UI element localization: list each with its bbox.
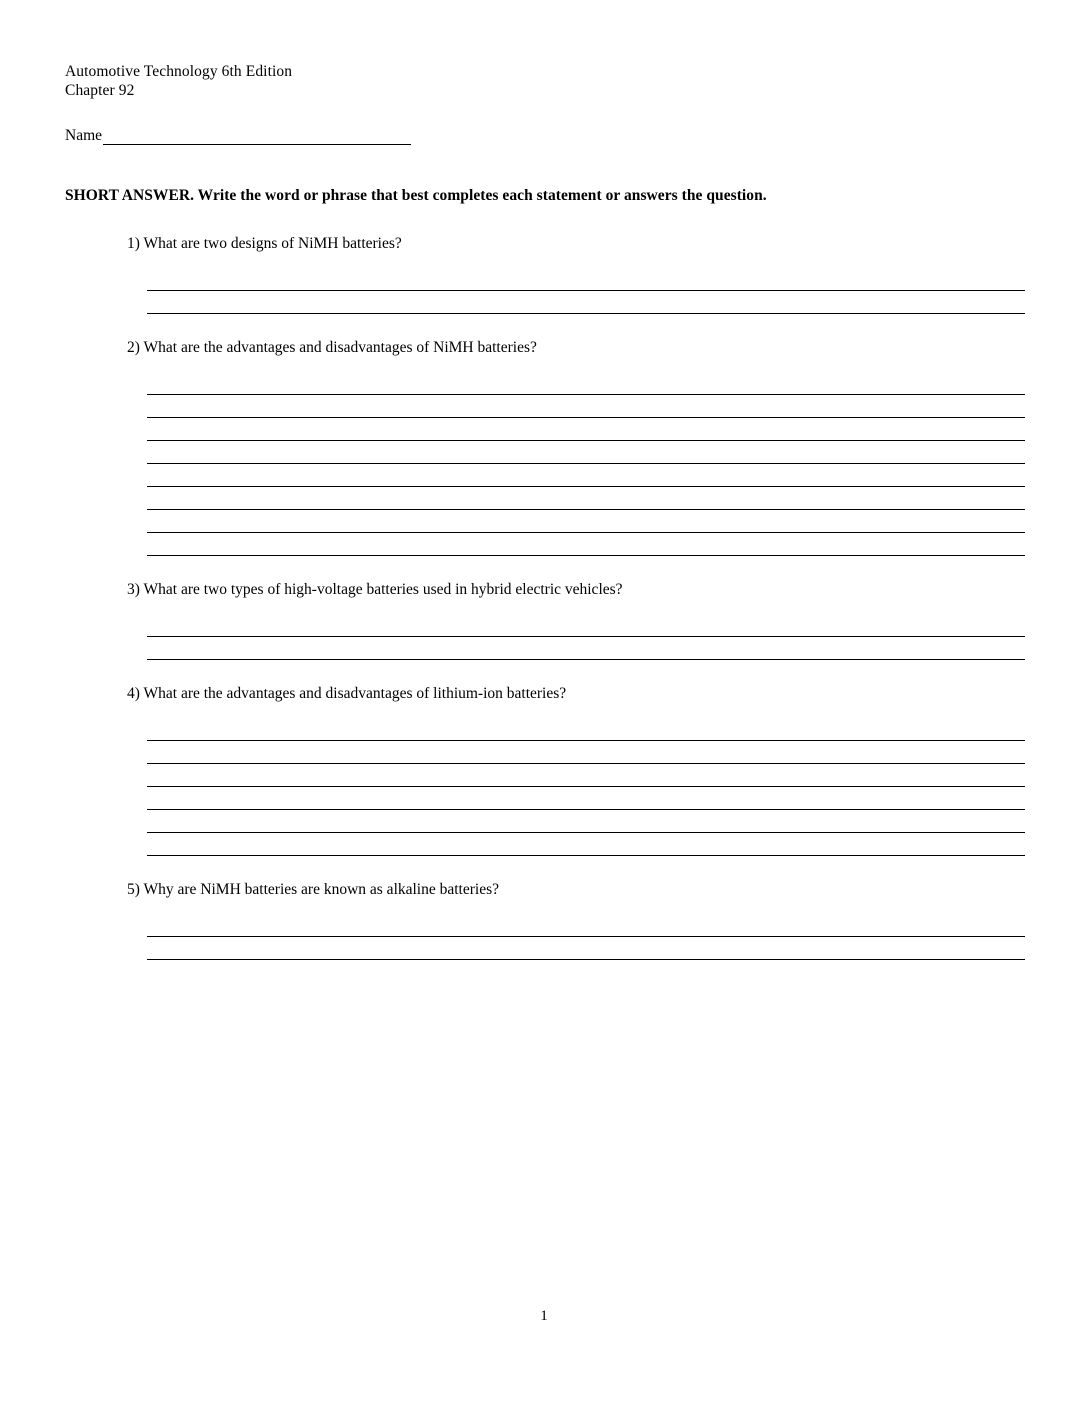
document-content: [65, 62, 1025, 960]
name-field-row: [65, 127, 1025, 145]
answer-line[interactable]: [147, 268, 1025, 291]
answer-line[interactable]: [147, 291, 1025, 314]
answer-line[interactable]: [147, 741, 1025, 764]
answer-line[interactable]: [147, 510, 1025, 533]
question-text: 5) Why are NiMH batteries are known as alkaline batteries?: [127, 881, 499, 898]
question-item: [65, 235, 1025, 314]
answer-line[interactable]: [147, 764, 1025, 787]
question-item: [65, 339, 1025, 556]
page-number: 1: [540, 1308, 548, 1324]
answer-line[interactable]: [147, 833, 1025, 856]
answer-line[interactable]: [147, 637, 1025, 660]
name-label: Name: [65, 127, 103, 144]
answer-line[interactable]: [147, 441, 1025, 464]
answer-line[interactable]: [147, 937, 1025, 960]
question-item: [65, 685, 1025, 856]
answer-line[interactable]: [147, 718, 1025, 741]
question-item: [65, 581, 1025, 660]
answer-lines: [65, 268, 1025, 314]
question-text: 4) What are the advantages and disadvantages of lithium-ion batteries?: [127, 685, 567, 702]
answer-line[interactable]: [147, 372, 1025, 395]
answer-lines: [65, 914, 1025, 960]
answer-line[interactable]: [147, 464, 1025, 487]
answer-line[interactable]: [147, 810, 1025, 833]
answer-lines: [65, 614, 1025, 660]
answer-lines: [65, 372, 1025, 556]
answer-line[interactable]: [147, 533, 1025, 556]
question-text: 1) What are two designs of NiMH batteries?: [127, 235, 402, 252]
directions-text: SHORT ANSWER. Write the word or phrase that best completes each statement or answers the question.: [65, 187, 767, 204]
answer-line[interactable]: [147, 418, 1025, 441]
answer-line[interactable]: [147, 787, 1025, 810]
name-input-rule[interactable]: [103, 130, 411, 145]
answer-line[interactable]: [147, 614, 1025, 637]
question-item: [65, 881, 1025, 960]
chapter-label: Chapter 92: [65, 82, 135, 99]
question-text: 3) What are two types of high-voltage batteries used in hybrid electric vehicles?: [127, 581, 623, 598]
answer-line[interactable]: [147, 395, 1025, 418]
answer-line[interactable]: [147, 914, 1025, 937]
question-text: 2) What are the advantages and disadvantages of NiMH batteries?: [127, 339, 537, 356]
book-title: Automotive Technology 6th Edition: [65, 63, 293, 80]
answer-line[interactable]: [147, 487, 1025, 510]
answer-lines: [65, 718, 1025, 856]
